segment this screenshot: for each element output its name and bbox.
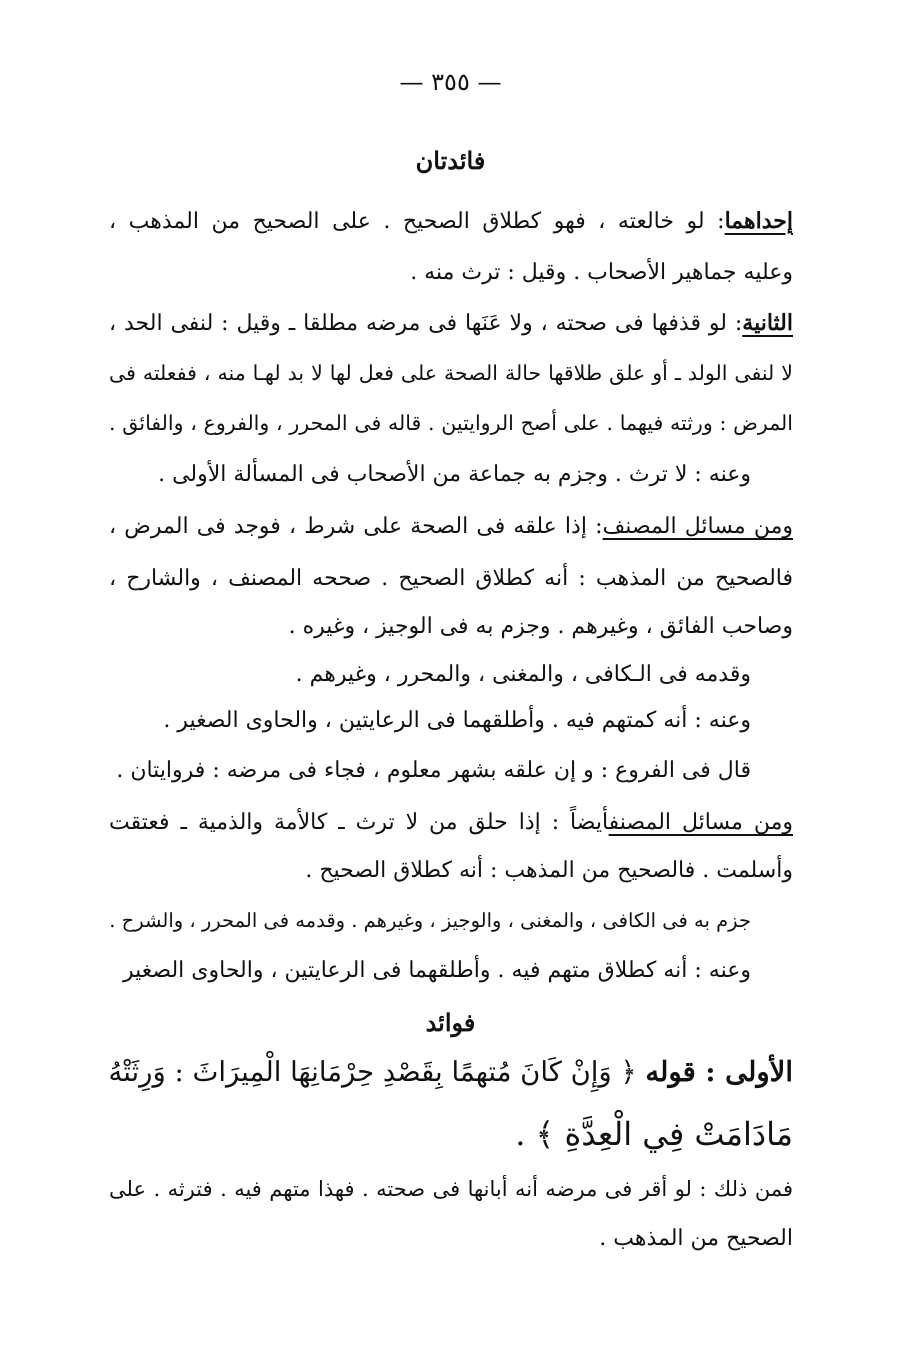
text-line: وعليه جماهير الأصحاب . وقيل : ترث منه .: [410, 260, 793, 285]
text-line: قال فى الفروع : و إن علقه بشهر معلوم ، فجاء فى مرضه : فروايتان .: [116, 758, 751, 783]
text-line: [109, 308, 793, 339]
text-line: المرض : ورثته فيهما . على أصح الروايتين . قاله فى المحرر ، والفروع ، والفائق .: [109, 411, 793, 435]
text-span: : إذا علقه فى الصحة على شرط ، فوجد فى المرض ،: [109, 514, 603, 539]
text-line: وعنه : لا ترث . وجزم به جماعة من الأصحاب فى المسألة الأولى .: [158, 462, 751, 487]
text-line: [109, 808, 793, 838]
text-line: وأسلمت . فالصحيح من المذهب : أنه كطلاق الصحيح .: [305, 858, 793, 883]
text-line: لا لنفى الولد ـ أو علق طلاقها حالة الصحة على فعل لها لا بد لهـا منه ، ففعلته فى: [109, 361, 793, 385]
text-line: فمن ذلك : لو أقر فى مرضه أنه أبانها فى صحته . فهذا متهم فيه . فترثه . على: [109, 1177, 793, 1201]
text-lead: الأولى : قوله: [645, 1056, 793, 1088]
text-line: وعنه : أنه كمتهم فيه . وأطلقهما فى الرعايتين ، والحاوى الصغير .: [163, 708, 751, 733]
text-lead: إحداهما: [724, 208, 793, 234]
text-line: [109, 206, 793, 237]
text-line: وعنه : أنه كطلاق متهم فيه . وأطلقهما فى الرعايتين ، والحاوى الصغير: [123, 958, 751, 983]
text-lead: الثانية: [742, 310, 793, 336]
text-line: [109, 512, 793, 542]
text-span: : لو قذفها فى صحته ، ولا عَنَها فى مرضه مطلقا ـ وقيل : لنفى الحد ،: [109, 311, 743, 336]
section-title-benefits: فوائد: [425, 1008, 476, 1037]
text-lead: ومن مسائل المصنف: [602, 514, 793, 539]
quran-line: مَادَامَتْ فِي الْعِدَّةِ ﴾ .: [515, 1115, 793, 1153]
quran-text: ﴿ وَإِنْ كَانَ مُتهمًا بِقَصْدِ حِرْمَانِهَا الْمِيرَاثَ : وَرِثَتْهُ: [108, 1056, 637, 1088]
text-line: جزم به فى الكافى ، والمغنى ، والوجيز ، وغيرهم . وقدمه فى المحرر ، والشرح .: [109, 909, 751, 932]
text-lead: ومن مسائل المصنف: [608, 810, 793, 835]
text-line: وقدمه فى الـكافى ، والمغنى ، والمحرر ، وغيرهم .: [295, 662, 751, 687]
section-title-two-benefits: فائدتان: [415, 146, 486, 175]
text-line: الصحيح من المذهب .: [599, 1226, 793, 1251]
text-span: أيضاً : إذا حلق من لا ترث ـ كالأمة والذمية ـ فعتقت: [109, 810, 609, 835]
quran-line: [109, 1050, 793, 1094]
text-span: : لو خالعته ، فهو كطلاق الصحيح . على الصحيح من المذهب ،: [109, 209, 725, 234]
text-line: فالصحيح من المذهب : أنه كطلاق الصحيح . صححه المصنف ، والشارح ،: [109, 566, 793, 591]
text-line: وصاحب الفائق ، وغيرهم . وجزم به فى الوجيز ، وغيره .: [288, 614, 793, 639]
page-number: — ٣٥٥ —: [399, 68, 502, 96]
